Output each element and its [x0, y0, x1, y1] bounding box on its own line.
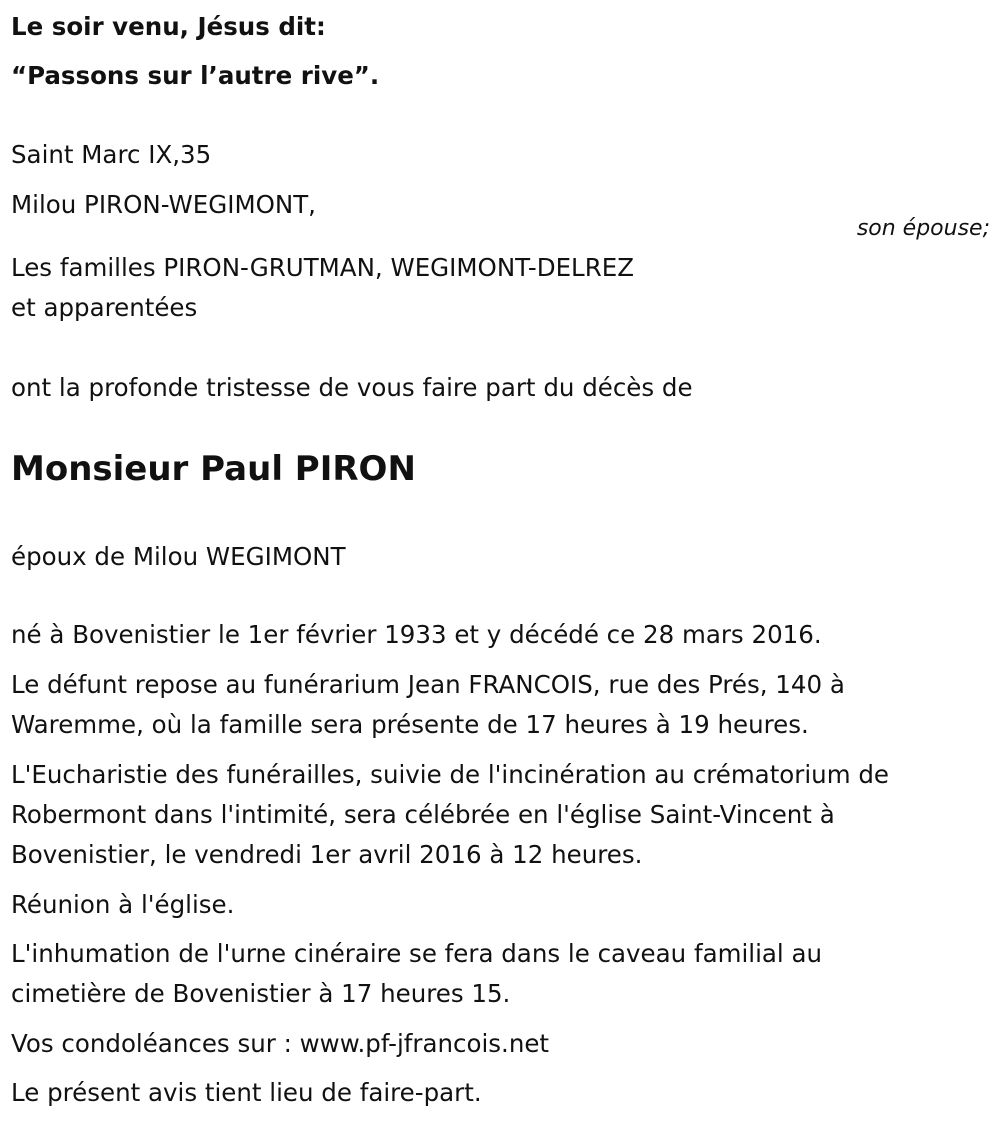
- mass-line-3: Bovenistier, le vendredi 1er avril 2016 à 12 heures.: [11, 840, 643, 869]
- meeting-text: Réunion à l'église.: [11, 890, 235, 919]
- rest-line-1: Le défunt repose au funérarium Jean FRANCOIS, rue des Prés, 140 à: [11, 670, 845, 699]
- epigraph-reference: Saint Marc IX,35: [11, 140, 212, 169]
- spouse-name: Milou PIRON-WEGIMONT,: [11, 190, 316, 219]
- condolences-text: Vos condoléances sur : www.pf-jfrancois.net: [11, 1029, 550, 1058]
- rest-line-2: Waremme, où la famille sera présente de 17 heures à 19 heures.: [11, 710, 809, 739]
- spouse-role: son épouse;: [856, 216, 990, 241]
- epigraph-line-1: Le soir venu, Jésus dit:: [11, 12, 326, 41]
- burial-line-1: L'inhumation de l'urne cinéraire se fera dans le caveau familial au: [11, 939, 823, 968]
- epigraph-line-2: “Passons sur l’autre rive”.: [11, 61, 380, 90]
- deceased-name: Monsieur Paul PIRON: [11, 449, 416, 489]
- burial-line-2: cimetière de Bovenistier à 17 heures 15.: [11, 979, 511, 1008]
- families-line-2: et apparentées: [11, 293, 198, 322]
- mass-line-2: Robermont dans l'intimité, sera célébrée en l'église Saint-Vincent à: [11, 800, 835, 829]
- announcement-text: ont la profonde tristesse de vous faire part du décès de: [11, 373, 693, 402]
- mass-line-1: L'Eucharistie des funérailles, suivie de l'incinération au crématorium de: [11, 760, 889, 789]
- deceased-relation: époux de Milou WEGIMONT: [11, 542, 346, 571]
- birth-death-text: né à Bovenistier le 1er février 1933 et y décédé ce 28 mars 2016.: [11, 620, 822, 649]
- families-line-1: Les familles PIRON-GRUTMAN, WEGIMONT-DELREZ: [11, 253, 634, 282]
- notice-text: Le présent avis tient lieu de faire-part.: [11, 1078, 482, 1107]
